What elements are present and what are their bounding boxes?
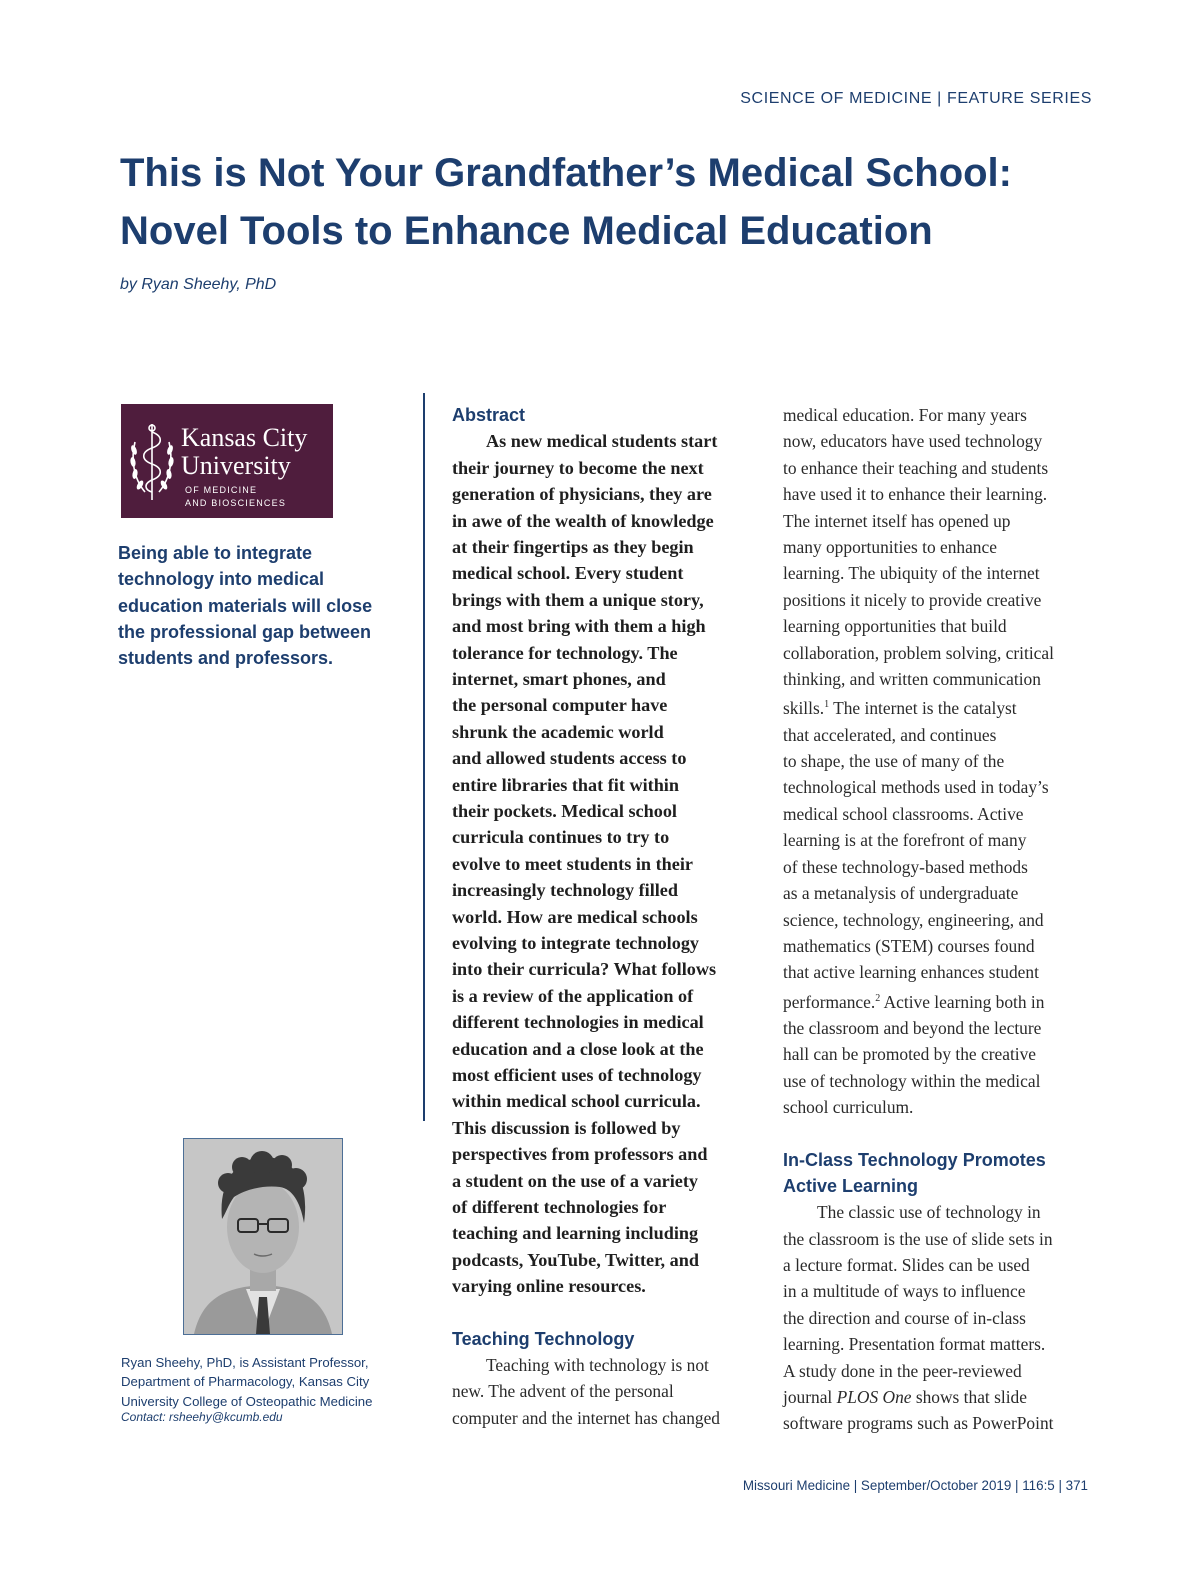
- teaching-technology-text: Teaching with technology is not new. The advent of the personal computer and the internet has changed: [452, 1355, 721, 1428]
- column-2-text-e: shows that slide software programs such as PowerPoint: [783, 1387, 1054, 1434]
- title-line-1: This is Not Your Grandfather’s Medical School:: [120, 151, 1012, 195]
- caduceus-icon: [127, 418, 177, 504]
- column-1: [452, 402, 762, 1431]
- byline: by Ryan Sheehy, PhD: [120, 276, 277, 293]
- logo-line-1: Kansas City: [181, 423, 308, 452]
- author-bio: Ryan Sheehy, PhD, is Assistant Professor, Department of Pharmacology, Kansas City University College of Osteopathic Medicine: [121, 1355, 373, 1409]
- column-divider: [423, 393, 425, 1121]
- pull-quote: Being able to integrate technology into medical education materials will close the professional gap between students and professors.: [118, 543, 373, 669]
- journal-name: PLOS One: [836, 1387, 912, 1407]
- teaching-technology-heading: Teaching Technology: [452, 1328, 635, 1349]
- column-2-text-b: The internet is the catalyst that accelerated, and continues to shape, the use of many of the technological methods used in today’s medical school classrooms. Active learning is at the forefront of many of these technology-based methods as a metanalysis of undergraduate science, technology, engineering, and mathematics (STEM) courses found that active learning enhances student performance.: [783, 698, 1049, 1012]
- page-footer: Missouri Medicine | September/October 2019 | 116:5 | 371: [742, 1478, 1088, 1493]
- column-2-text-d: The classic use of technology in the classroom is the use of slide sets in a lecture format. Slides can be used in a multitude of ways to influence the direction and course of in-class learning. Presentation format matters. A study done in the peer-reviewed journal: [783, 1202, 1053, 1407]
- abstract-text: As new medical students start their journey to become the next generation of physicians, they are in awe of the wealth of knowledge at their fingertips as they begin medical school. Every student brings with them a unique story, and most bring with them a high tolerance for technology. The internet, smart phones, and the personal computer have shrunk the academic world and allowed students access to entire libraries that fit within their pockets. Medical school curricula continues to try to evolve to meet students in their increasingly technology filled world. How are medical schools evolving to integrate technology into their curricula? What follows is a review of the application of different technologies in medical education and a close look at the most efficient uses of technology within medical school curricula. This discussion is followed by perspectives from professors and a student on the use of a variety of different technologies for teaching and learning including podcasts, YouTube, Twitter, and varying online resources.: [452, 431, 718, 1297]
- series-label: SCIENCE OF MEDICINE | FEATURE SERIES: [740, 90, 1092, 107]
- author-photo: [183, 1138, 343, 1335]
- logo-line-4: AND BIOSCIENCES: [185, 498, 287, 508]
- reference-1: 1: [824, 699, 830, 711]
- column-2-text-a: medical education. For many years now, educators have used technology to enhance their teaching and students have used it to enhance their learning. The internet itself has opened up many opportunities to enhance learning. The ubiquity of the internet positions it nicely to provide creative learning opportunities that build collaboration, problem solving, critical thinking, and written communication skills.: [783, 405, 1054, 719]
- column-2-paragraph: [783, 402, 1093, 1121]
- column-2: [783, 402, 1093, 1437]
- heading-line-1: In-Class Technology Promotes: [783, 1149, 1046, 1170]
- abstract-heading: Abstract: [452, 405, 526, 425]
- logo-line-3: OF MEDICINE: [185, 485, 258, 495]
- column-2-text-c: Active learning both in the classroom and beyond the lecture hall can be promoted by the creative use of technology within the medical school curriculum.: [783, 991, 1045, 1118]
- article-title: [120, 144, 1100, 260]
- author-contact: Contact: rsheehy@kcumb.edu: [121, 1410, 283, 1424]
- in-class-technology-text: [783, 1199, 1093, 1437]
- university-logo: [121, 404, 333, 518]
- reference-2: 2: [875, 992, 881, 1004]
- in-class-technology-heading: [783, 1147, 1093, 1200]
- heading-line-2: Active Learning: [783, 1175, 919, 1196]
- title-line-2: Novel Tools to Enhance Medical Education: [120, 209, 933, 253]
- logo-line-2: University: [181, 451, 291, 480]
